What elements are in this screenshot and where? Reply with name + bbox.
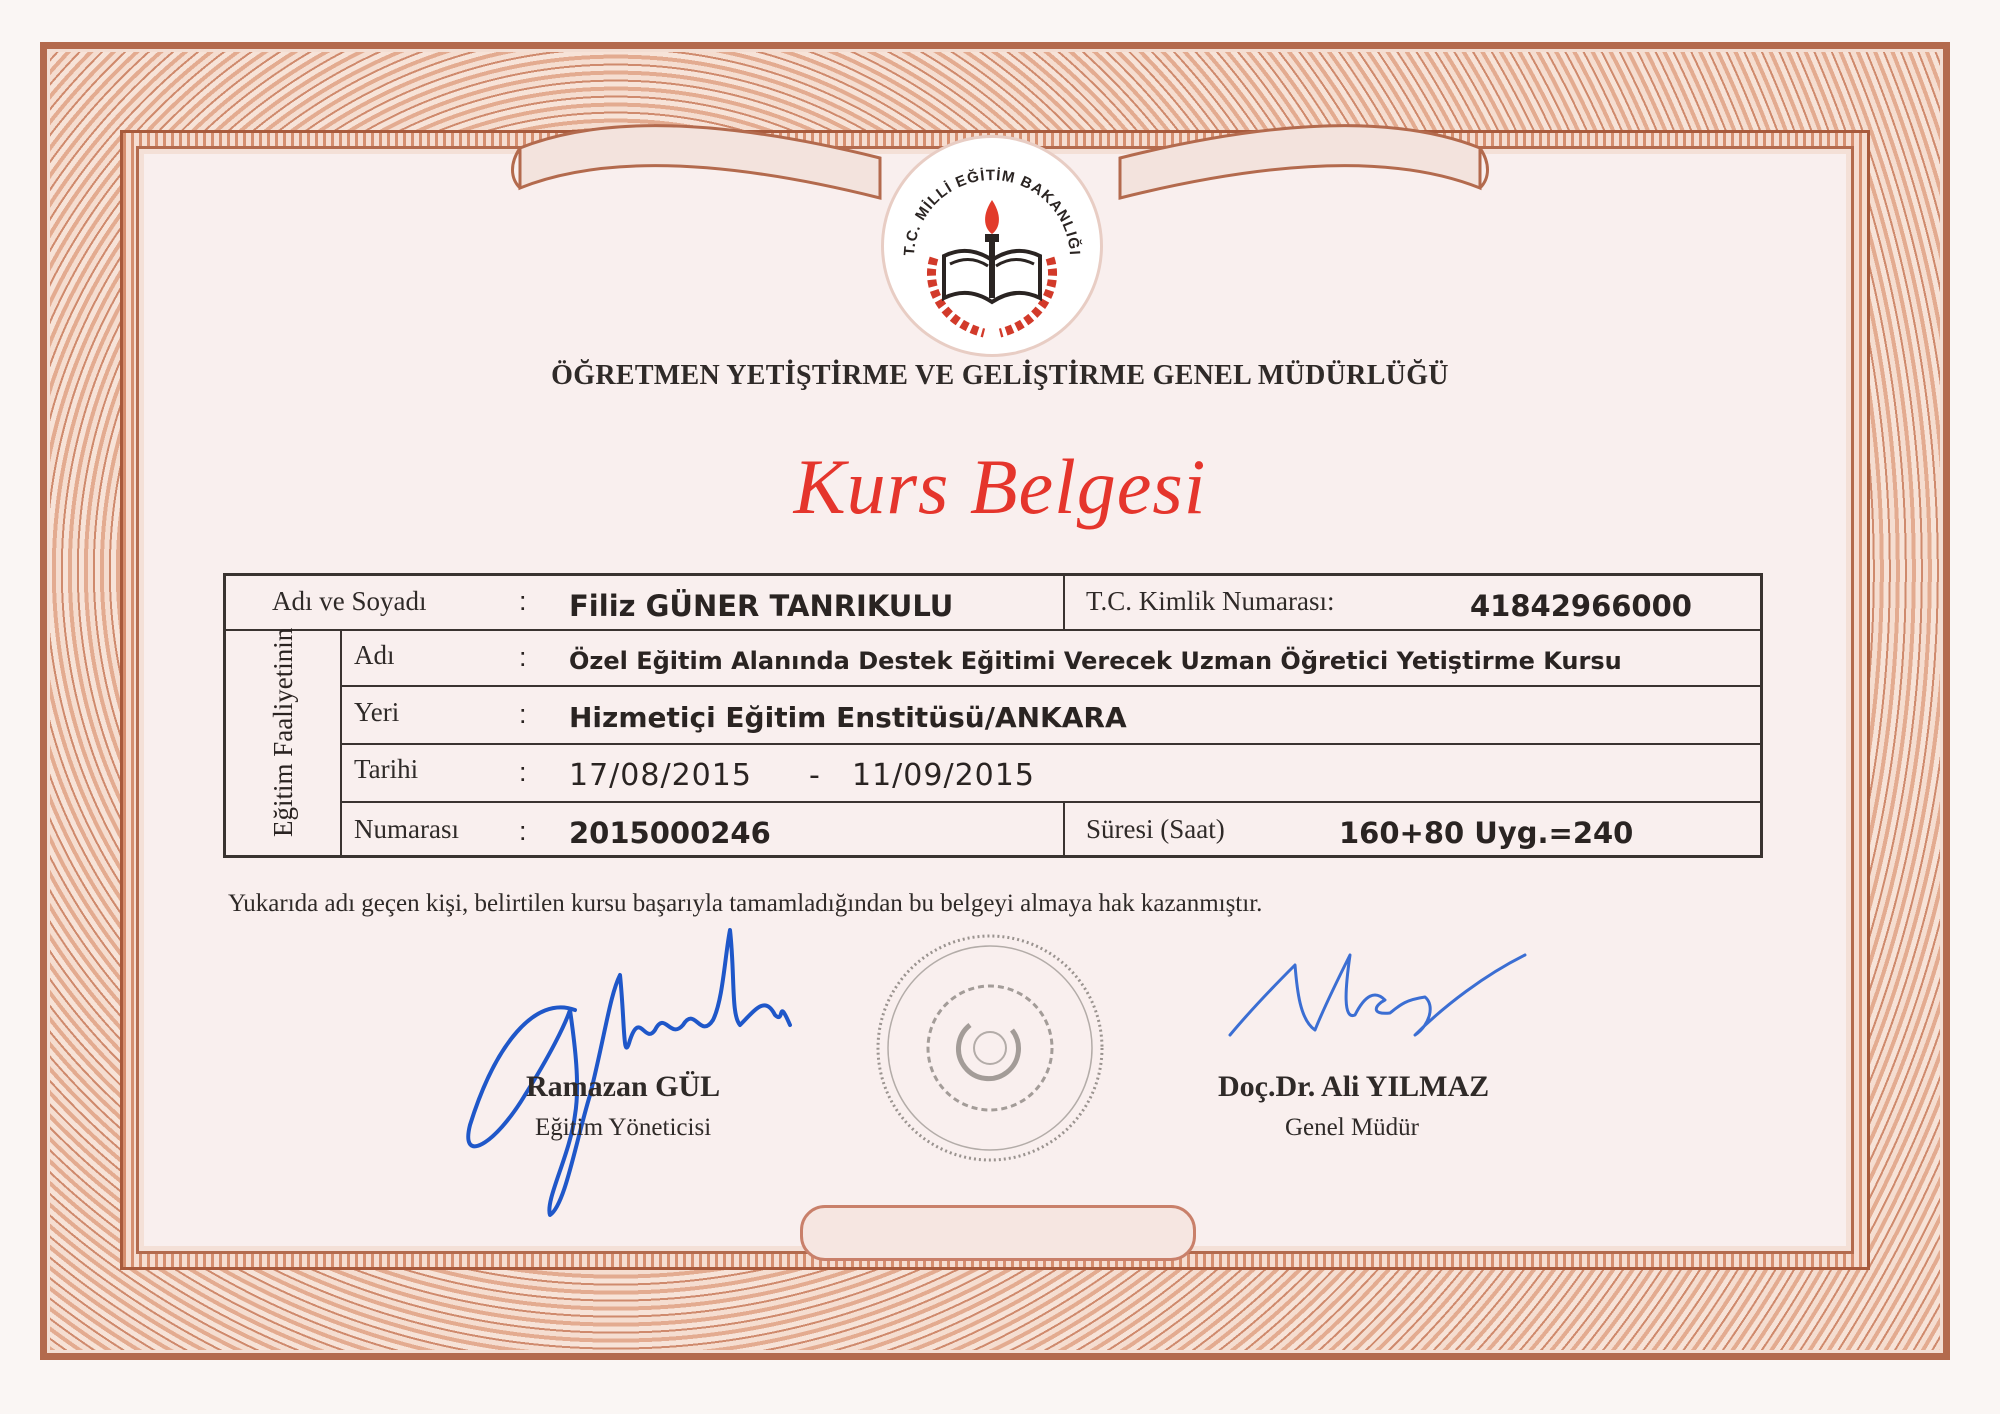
directorate-heading: ÖĞRETMEN YETİŞTİRME VE GELİŞTİRME GENEL MÜDÜRLÜĞÜ xyxy=(551,360,1449,391)
id-label: T.C. Kimlik Numarası: xyxy=(1086,586,1335,616)
certificate-title: Kurs Belgesi xyxy=(793,443,1207,530)
table-rule xyxy=(1063,801,1065,855)
table-rule xyxy=(340,801,1760,803)
side-label-text: Eğitim Faaliyetinin xyxy=(268,627,298,837)
id-value: 41842966000 xyxy=(1470,589,1692,623)
course-value: Özel Eğitim Alanında Destek Eğitimi Verecek Uzman Öğretici Yetiştirme Kursu xyxy=(569,647,1622,675)
table-rule xyxy=(340,743,1760,745)
colon: : xyxy=(519,586,527,616)
right-signer-role: Genel Müdür xyxy=(1285,1114,1419,1141)
table-rule xyxy=(226,629,1760,631)
date-end: 11/09/2015 xyxy=(852,758,1035,793)
colon: : xyxy=(519,699,527,729)
table-rule xyxy=(340,685,1760,687)
official-stamp xyxy=(872,930,1108,1166)
ministry-seal xyxy=(884,138,1100,354)
left-signer-name: Ramazan GÜL xyxy=(526,1070,721,1103)
info-table xyxy=(223,573,1763,858)
colon: : xyxy=(519,816,527,846)
table-rule xyxy=(340,629,342,855)
place-value: Hizmetiçi Eğitim Enstitüsü/ANKARA xyxy=(569,701,1127,734)
seal-ring-text: T.C. MİLLİ EĞİTİM BAKANLIĞI xyxy=(900,166,1083,257)
torch-and-open-book-icon xyxy=(931,200,1052,333)
course-label: Adı xyxy=(354,640,395,670)
right-signer-name: Doç.Dr. Ali YILMAZ xyxy=(1218,1070,1490,1103)
colon: : xyxy=(519,757,527,787)
date-start: 17/08/2015 xyxy=(569,758,752,793)
name-label: Adı ve Soyadı xyxy=(272,586,427,616)
bottom-plaque xyxy=(800,1205,1196,1261)
colon: : xyxy=(519,642,527,672)
number-value: 2015000246 xyxy=(569,816,771,850)
place-label: Yeri xyxy=(354,697,400,727)
name-value: Filiz GÜNER TANRIKULU xyxy=(569,589,954,623)
side-label xyxy=(226,629,340,855)
date-label: Tarihi xyxy=(354,754,419,784)
date-separator: - xyxy=(809,758,820,793)
duration-value: 160+80 Uyg.=240 xyxy=(1339,816,1634,850)
completion-statement: Yukarıda adı geçen kişi, belirtilen kursu başarıyla tamamladığından bu belgeyi almaya hak kazanmıştır. xyxy=(228,890,1263,917)
table-rule xyxy=(1063,576,1065,629)
number-label: Numarası xyxy=(354,814,459,844)
signature-right xyxy=(1225,935,1535,1045)
left-signer-role: Eğitim Yöneticisi xyxy=(535,1114,712,1141)
duration-label: Süresi (Saat) xyxy=(1086,814,1225,844)
